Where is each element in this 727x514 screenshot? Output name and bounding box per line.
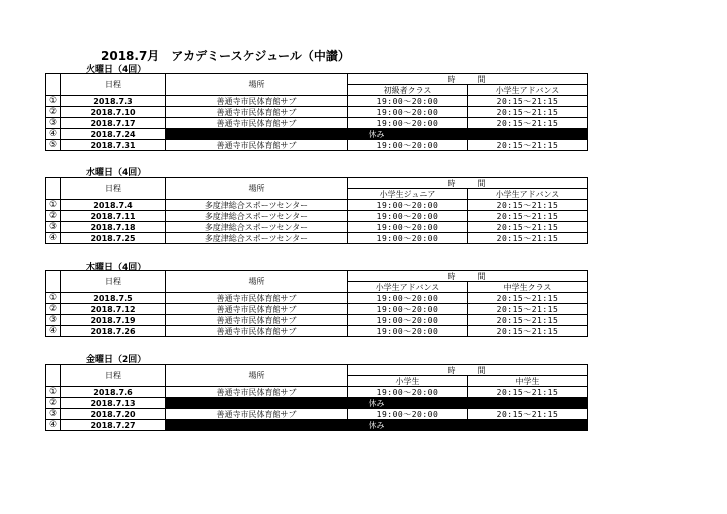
row-place: 多度津総合スポーツセンター	[166, 233, 348, 244]
row-place: 多度津総合スポーツセンター	[166, 222, 348, 233]
table-row	[46, 387, 588, 398]
table-row	[46, 96, 588, 107]
row-date: 2018.7.4	[61, 200, 166, 211]
header-row	[46, 74, 588, 85]
row-time-1: 19:00～20:00	[348, 304, 468, 315]
row-time-1: 19:00～20:00	[348, 140, 468, 151]
header-number-cell	[46, 178, 61, 200]
row-number: ①	[46, 387, 61, 398]
row-date: 2018.7.3	[61, 96, 166, 107]
table-row	[46, 398, 588, 409]
table-row	[46, 409, 588, 420]
header-class-1: 小学生ジュニア	[348, 189, 468, 200]
row-number: ②	[46, 211, 61, 222]
table-row	[46, 107, 588, 118]
header-number-cell	[46, 271, 61, 293]
row-place: 善通寺市民体育館サブ	[166, 326, 348, 337]
header-date: 日程	[61, 74, 166, 96]
row-place: 多度津総合スポーツセンター	[166, 211, 348, 222]
closed-cell: 休み	[166, 129, 588, 140]
row-number: ④	[46, 129, 61, 140]
row-time-2: 20:15～21:15	[468, 200, 588, 211]
row-time-1: 19:00～20:00	[348, 409, 468, 420]
schedule-table	[45, 270, 588, 337]
row-place: 善通寺市民体育館サブ	[166, 409, 348, 420]
row-time-1: 19:00～20:00	[348, 211, 468, 222]
row-date: 2018.7.18	[61, 222, 166, 233]
row-number: ③	[46, 222, 61, 233]
header-row	[46, 178, 588, 189]
closed-cell: 休み	[166, 398, 588, 409]
row-time-1: 19:00～20:00	[348, 326, 468, 337]
row-date: 2018.7.12	[61, 304, 166, 315]
schedule-table	[45, 73, 588, 151]
row-time-2: 20:15～21:15	[468, 222, 588, 233]
row-time-1: 19:00～20:00	[348, 387, 468, 398]
table-row	[46, 129, 588, 140]
schedule-table	[45, 177, 588, 244]
row-time-2: 20:15～21:15	[468, 211, 588, 222]
row-date: 2018.7.26	[61, 326, 166, 337]
table-row	[46, 293, 588, 304]
row-time-2: 20:15～21:15	[468, 315, 588, 326]
row-place: 善通寺市民体育館サブ	[166, 315, 348, 326]
row-time-2: 20:15～21:15	[468, 326, 588, 337]
header-time: 時 間	[348, 271, 588, 282]
row-date: 2018.7.24	[61, 129, 166, 140]
header-class-2: 中学生クラス	[468, 282, 588, 293]
row-time-1: 19:00～20:00	[348, 96, 468, 107]
row-number: ④	[46, 233, 61, 244]
row-time-1: 19:00～20:00	[348, 107, 468, 118]
row-place: 善通寺市民体育館サブ	[166, 96, 348, 107]
header-number-cell	[46, 365, 61, 387]
row-time-2: 20:15～21:15	[468, 387, 588, 398]
row-time-2: 20:15～21:15	[468, 233, 588, 244]
row-date: 2018.7.27	[61, 420, 166, 431]
table-row	[46, 211, 588, 222]
row-time-2: 20:15～21:15	[468, 140, 588, 151]
table-row	[46, 315, 588, 326]
page-title: 2018.7月 アカデミースケジュール（中讃）	[101, 49, 350, 63]
row-place: 善通寺市民体育館サブ	[166, 293, 348, 304]
section-title: 火曜日（4回）	[86, 65, 147, 75]
row-time-2: 20:15～21:15	[468, 304, 588, 315]
row-time-1: 19:00～20:00	[348, 293, 468, 304]
table-row	[46, 140, 588, 151]
table-row	[46, 304, 588, 315]
header-date: 日程	[61, 178, 166, 200]
row-time-1: 19:00～20:00	[348, 200, 468, 211]
header-time: 時 間	[348, 178, 588, 189]
row-date: 2018.7.6	[61, 387, 166, 398]
table-row	[46, 200, 588, 211]
row-date: 2018.7.17	[61, 118, 166, 129]
header-date: 日程	[61, 365, 166, 387]
row-time-2: 20:15～21:15	[468, 409, 588, 420]
row-date: 2018.7.13	[61, 398, 166, 409]
header-class-1: 小学生	[348, 376, 468, 387]
row-place: 善通寺市民体育館サブ	[166, 387, 348, 398]
row-time-1: 19:00～20:00	[348, 222, 468, 233]
row-number: ②	[46, 304, 61, 315]
row-place: 善通寺市民体育館サブ	[166, 304, 348, 315]
table-row	[46, 233, 588, 244]
header-place: 場所	[166, 271, 348, 293]
row-number: ③	[46, 118, 61, 129]
header-row	[46, 271, 588, 282]
row-place: 善通寺市民体育館サブ	[166, 140, 348, 151]
row-date: 2018.7.20	[61, 409, 166, 420]
header-place: 場所	[166, 74, 348, 96]
row-date: 2018.7.5	[61, 293, 166, 304]
row-date: 2018.7.19	[61, 315, 166, 326]
table-row	[46, 326, 588, 337]
row-number: ①	[46, 200, 61, 211]
table-row	[46, 118, 588, 129]
row-number: ⑤	[46, 140, 61, 151]
header-class-2: 中学生	[468, 376, 588, 387]
row-date: 2018.7.25	[61, 233, 166, 244]
row-time-2: 20:15～21:15	[468, 96, 588, 107]
row-date: 2018.7.11	[61, 211, 166, 222]
row-number: ③	[46, 409, 61, 420]
row-time-2: 20:15～21:15	[468, 118, 588, 129]
row-number: ②	[46, 398, 61, 409]
header-number-cell	[46, 74, 61, 96]
section-title: 水曜日（4回）	[86, 168, 147, 178]
row-number: ④	[46, 326, 61, 337]
section-title: 金曜日（2回）	[86, 355, 147, 365]
row-number: ②	[46, 107, 61, 118]
schedule-table	[45, 364, 588, 431]
row-place: 多度津総合スポーツセンター	[166, 200, 348, 211]
header-place: 場所	[166, 365, 348, 387]
row-time-1: 19:00～20:00	[348, 118, 468, 129]
row-number: ④	[46, 420, 61, 431]
header-time: 時 間	[348, 74, 588, 85]
header-row	[46, 365, 588, 376]
closed-cell: 休み	[166, 420, 588, 431]
section-title: 木曜日（4回）	[86, 263, 147, 273]
row-time-2: 20:15～21:15	[468, 107, 588, 118]
header-date: 日程	[61, 271, 166, 293]
header-time: 時 間	[348, 365, 588, 376]
header-class-1: 初級者クラス	[348, 85, 468, 96]
row-date: 2018.7.31	[61, 140, 166, 151]
row-place: 善通寺市民体育館サブ	[166, 118, 348, 129]
table-row	[46, 222, 588, 233]
table-row	[46, 420, 588, 431]
row-time-1: 19:00～20:00	[348, 315, 468, 326]
header-class-2: 小学生アドバンス	[468, 189, 588, 200]
header-class-1: 小学生アドバンス	[348, 282, 468, 293]
row-number: ③	[46, 315, 61, 326]
header-class-2: 小学生アドバンス	[468, 85, 588, 96]
row-number: ①	[46, 293, 61, 304]
header-place: 場所	[166, 178, 348, 200]
row-place: 善通寺市民体育館サブ	[166, 107, 348, 118]
row-date: 2018.7.10	[61, 107, 166, 118]
row-time-2: 20:15～21:15	[468, 293, 588, 304]
row-time-1: 19:00～20:00	[348, 233, 468, 244]
row-number: ①	[46, 96, 61, 107]
